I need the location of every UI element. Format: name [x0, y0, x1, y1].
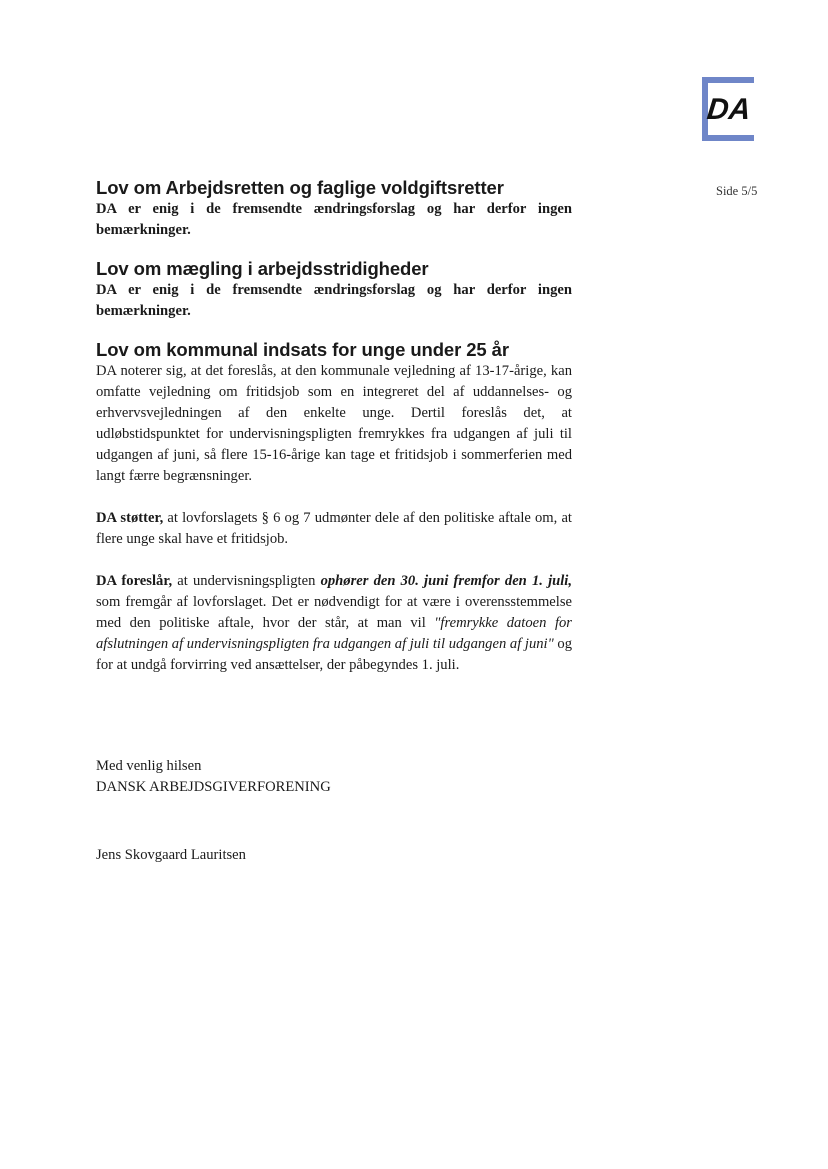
closing-signatory: Jens Skovgaard Lauritsen [96, 847, 246, 863]
paragraph-text: at lovforslagets § 6 og 7 udmønter dele af den politiske aftale om, at flere unge skal have et fritidsjob. [96, 510, 572, 547]
paragraph-lead: DA foreslår, [96, 573, 173, 589]
section-body: DA er enig i de fremsendte ændringsforslag og har derfor ingen bemærkninger. [96, 201, 572, 238]
letter-body [96, 177, 572, 676]
section-paragraph: DA noterer sig, at det foreslås, at den kommunale vejledning af 13-17-årige, kan omfatte vejledning om fritidsjob som en integreret del af uddannelses- og erhvervsvejledningen af den enkelte unge. Dertil foreslås det, at udløbstidspunktet for undervisningspligten fremrykkes fra udgangen af juli til udgangen af juni, så flere 15-16-årige kan tage et fritidsjob i sommerferien med langt færre begrænsninger. [96, 363, 572, 484]
section-heading: Lov om mægling i arbejdsstridigheder [96, 258, 429, 279]
section-heading: Lov om Arbejdsretten og faglige voldgiftsretter [96, 177, 504, 198]
section-paragraph [96, 571, 572, 676]
paragraph-text: og for at undgå forvirring ved ansættelser, der påbegyndes 1. juli. [96, 636, 572, 673]
closing-greeting: Med venlig hilsen [96, 758, 202, 774]
paragraph-emphasis: ophører den 30. juni fremfor den 1. juli, [320, 573, 572, 589]
paragraph-text: som fremgår af lovforslaget. Det er nødvendigt for at være i overensstemmelse med den politiske aftale, hvor der står, at man vil [96, 594, 572, 631]
page-number: Side 5/5 [716, 184, 758, 198]
logo-text: DA [705, 93, 753, 126]
da-logo [698, 73, 760, 143]
paragraph-quote: "fremrykke datoen for afslutningen af undervisningspligten fra udgangen af juli til udgangen af juni" [96, 615, 572, 652]
paragraph-text: at undervisningspligten [172, 573, 321, 589]
section-heading: Lov om kommunal indsats for unge under 25 år [96, 339, 509, 360]
section-body: DA er enig i de fremsendte ændringsforslag og har derfor ingen bemærkninger. [96, 282, 572, 319]
section-paragraph [96, 508, 572, 550]
closing-organization: DANSK ARBEJDSGIVERFORENING [96, 779, 331, 795]
paragraph-lead: DA støtter, [96, 510, 164, 526]
